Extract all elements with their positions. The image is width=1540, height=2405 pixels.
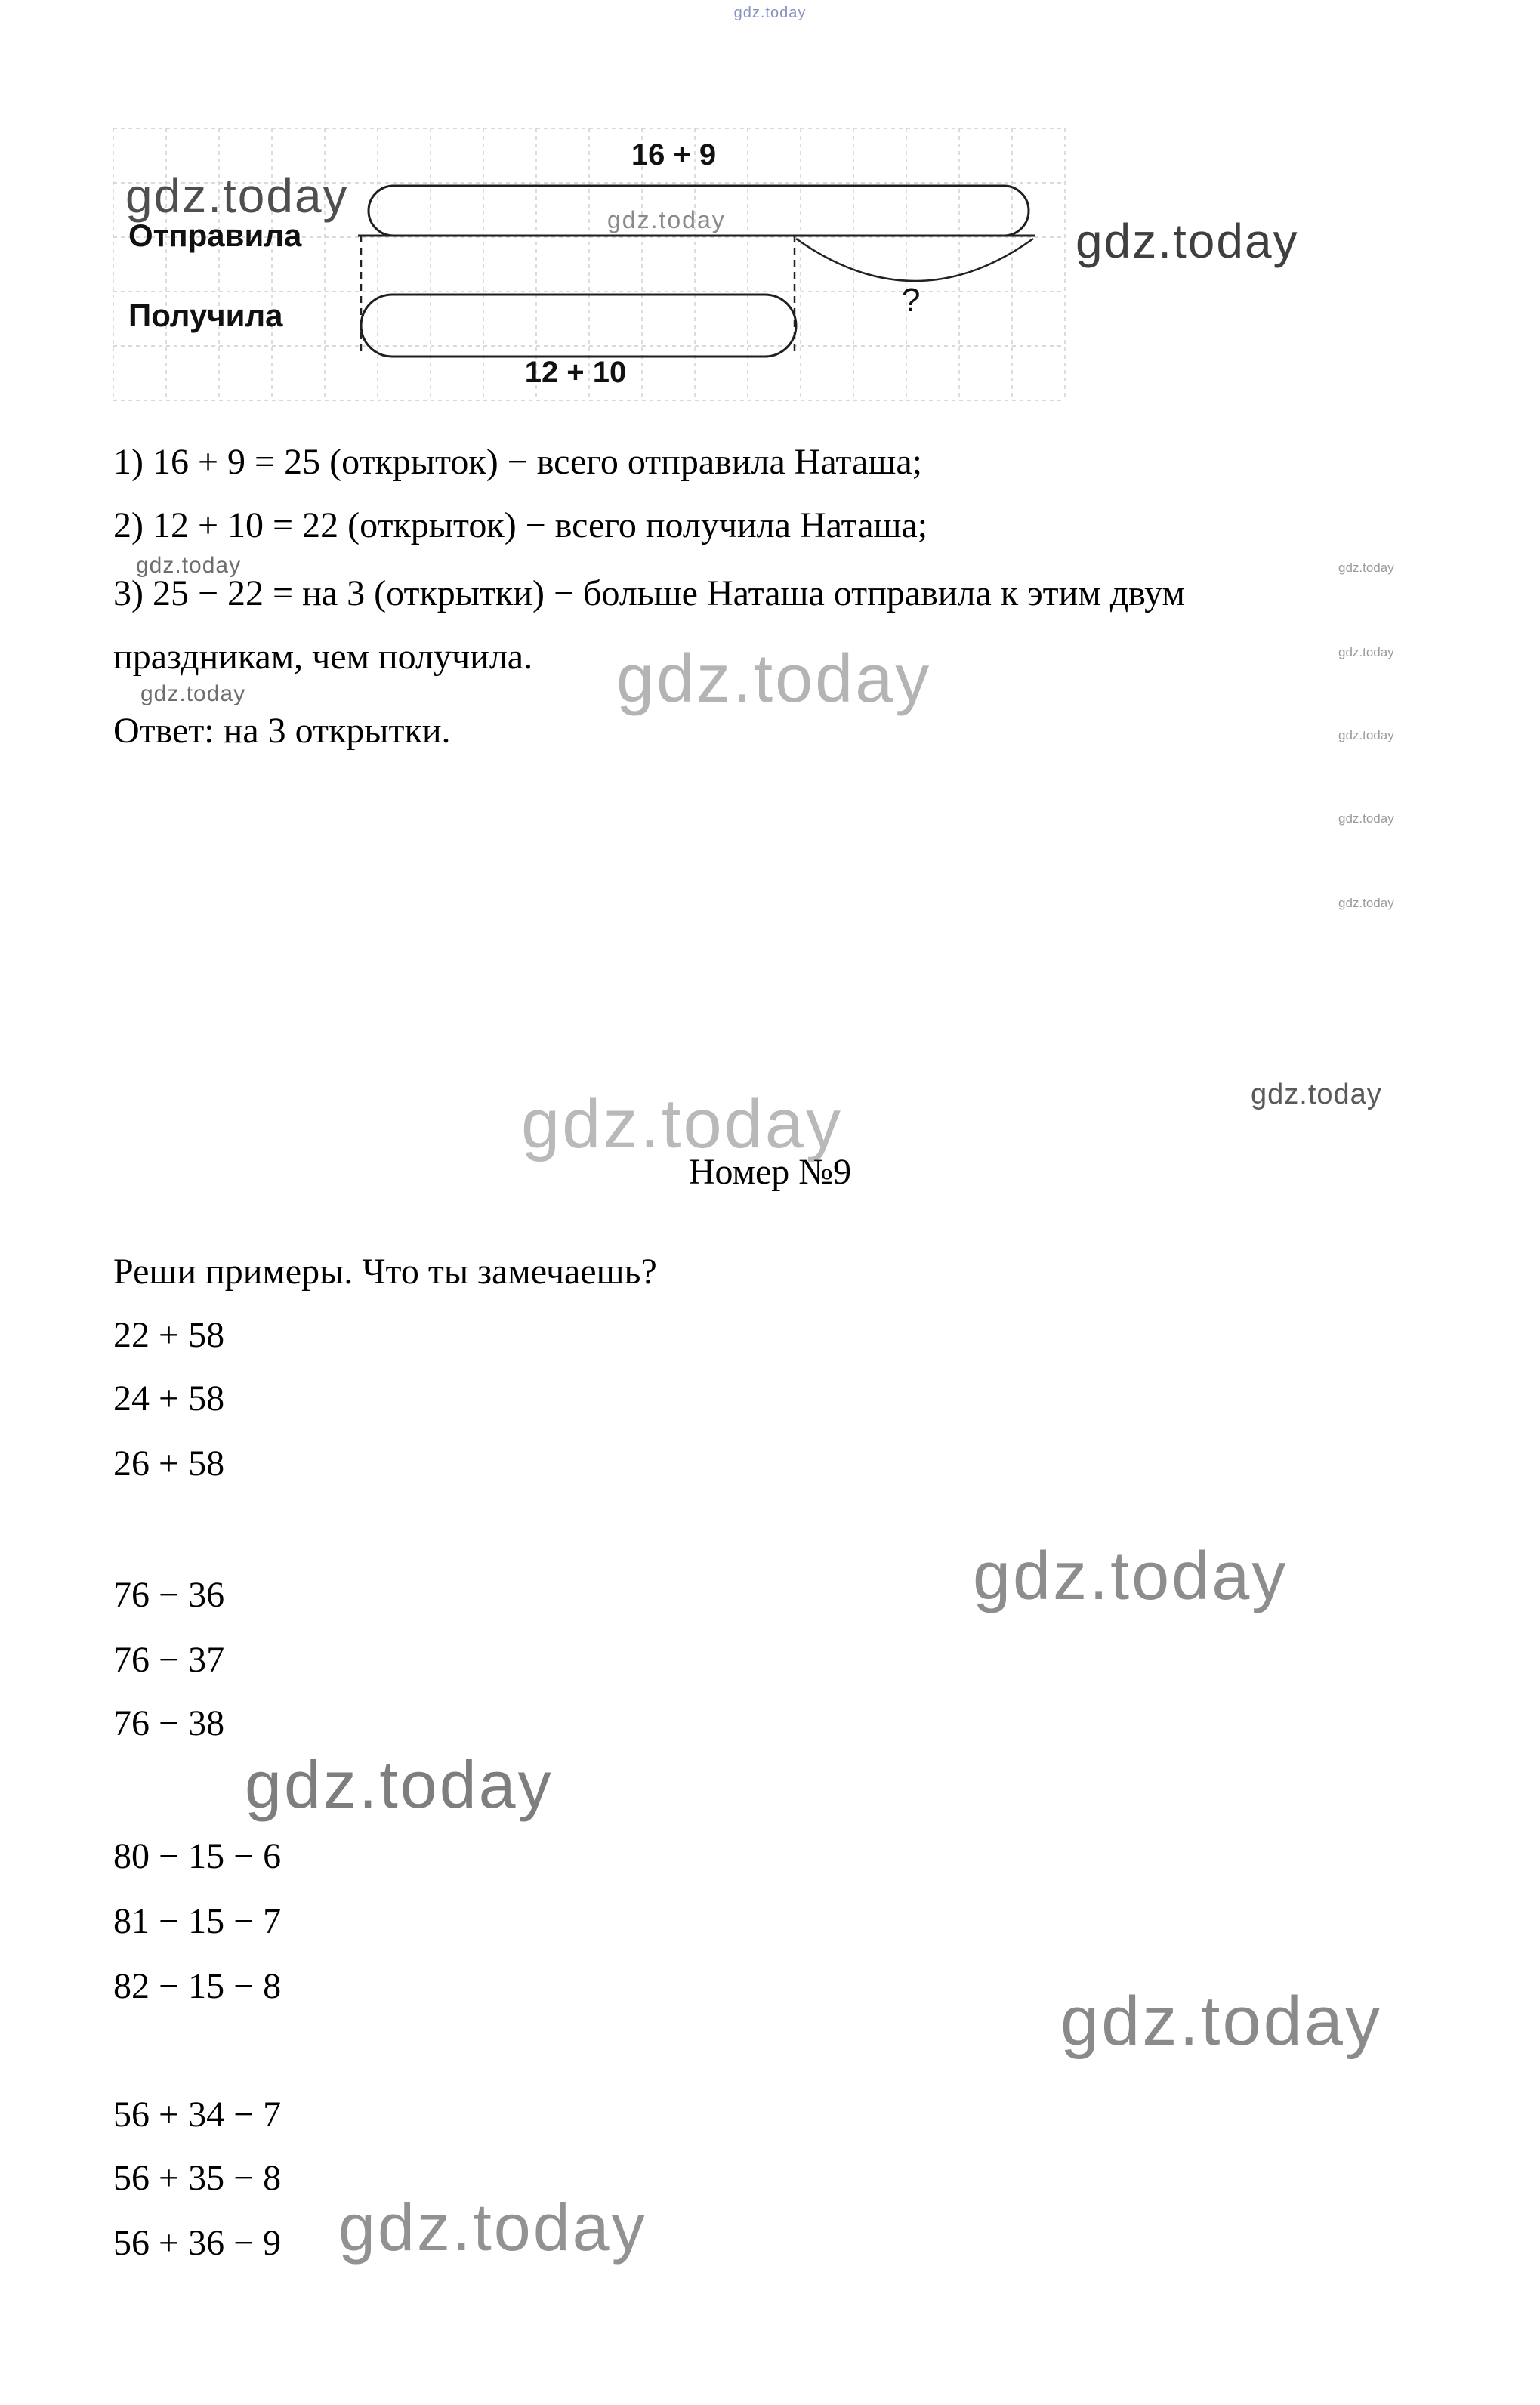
watermark: gdz.today [136,553,242,578]
watermark: gdz.today [1338,728,1394,742]
solution-line: праздникам, чем получила. [113,637,533,677]
site-watermark-top: gdz.today [733,5,807,21]
watermark: gdz.today [140,681,246,706]
watermark: gdz.today [1060,1983,1382,2060]
example-line: 82 − 15 − 8 [113,1966,282,2006]
example-line: 76 − 37 [113,1640,225,1680]
example-line: 24 + 58 [113,1378,225,1419]
watermark: gdz.today [1338,896,1394,910]
watermark: gdz.today [616,641,932,717]
watermark: gdz.today [1338,560,1394,575]
task-heading: Номер №9 [688,1152,852,1192]
received-total-oval [361,295,796,357]
watermark: gdz.today [973,1539,1288,1614]
task-prompt: Реши примеры. Что ты замечаешь? [113,1252,657,1292]
example-line: 76 − 36 [113,1575,225,1615]
difference-arc [796,239,1033,281]
example-line: 22 + 58 [113,1315,225,1355]
watermark: gdz.today [1338,645,1394,659]
received-label: Получила [128,298,283,333]
example-line: 26 + 58 [113,1443,225,1483]
solution-line: 1) 16 + 9 = 25 (открыток) − всего отправила Наташа; [113,442,922,482]
question-mark: ? [902,282,921,319]
watermark: gdz.today [125,168,349,223]
watermark: gdz.today [1338,811,1394,826]
answer-line: Ответ: на 3 открытки. [113,711,451,751]
sent-expression: 16 + 9 [631,138,717,171]
solution-line: 2) 12 + 10 = 22 (открыток) − всего получила Наташа; [113,505,928,545]
example-line: 80 − 15 − 6 [113,1836,282,1876]
received-expression: 12 + 10 [524,356,627,389]
watermark: gdz.today [245,1747,554,1822]
watermark: gdz.today [1076,214,1299,268]
diagram-watermark: gdz.today [607,206,726,233]
example-line: 56 + 36 − 9 [113,2223,282,2263]
watermark: gdz.today [1251,1079,1382,1110]
example-line: 76 − 38 [113,1703,225,1743]
example-line: 56 + 35 − 8 [113,2158,282,2198]
watermark: gdz.today [521,1085,843,1162]
watermark: gdz.today [338,2190,647,2265]
solution-line: 3) 25 − 22 = на 3 (открытки) − больше Наташа отправила к этим двум [113,573,1185,613]
sent-label: Отправила [128,218,302,253]
example-line: 56 + 34 − 7 [113,2095,282,2135]
example-line: 81 − 15 − 7 [113,1901,282,1941]
